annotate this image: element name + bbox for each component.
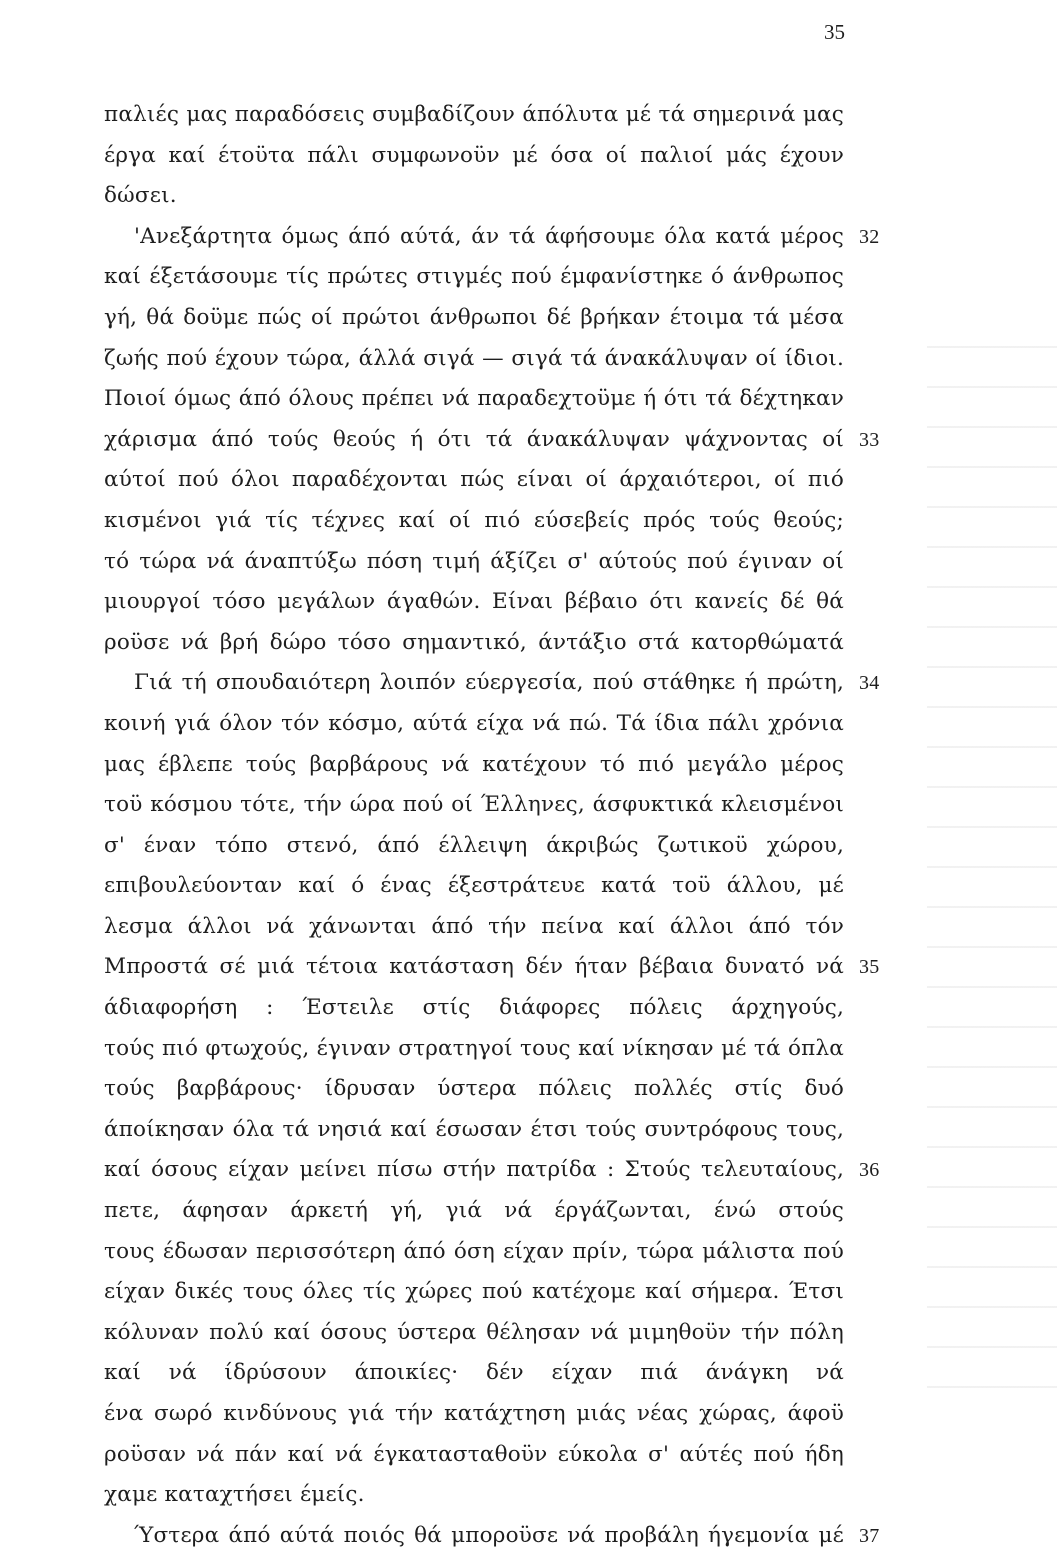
text-line: [104, 1232, 844, 1273]
text-line: [104, 420, 880, 461]
text-line: [104, 1516, 880, 1556]
line-text: λεσμα άλλοι νά χάνωνται άπό τήν πείνα καί άλλοι άπό τόν: [104, 913, 844, 939]
text-line: [104, 501, 844, 542]
text-line: [104, 947, 880, 988]
text-line: [104, 298, 844, 339]
section-number: 37: [859, 1524, 880, 1547]
text-line: [104, 1029, 844, 1070]
text-line: [104, 1435, 844, 1476]
text-line: [104, 1394, 844, 1435]
line-text: άδιαφορήση : Έστειλε στίς διάφορες πόλεις άρχηγούς,: [104, 995, 844, 1021]
text-line: [104, 339, 844, 380]
text-line: [104, 785, 844, 826]
text-line: [104, 704, 844, 745]
line-text: κισμένοι γιά τίς τέχνες καί οί πιό εύσεβείς πρός τούς θεούς;: [104, 507, 844, 533]
show-through-text: [927, 318, 1057, 1418]
line-text: χαμε καταχτήσει έμείς.: [104, 1482, 365, 1508]
line-text: δώσει.: [104, 183, 177, 209]
line-text: σ' έναν τόπο στενό, άπό έλλειψη άκριβώς ζωτικοϋ χώρου,: [104, 832, 844, 858]
line-text: επιβουλεύονταν καί ό ένας έξεστράτευε κατά τοϋ άλλου, μέ: [104, 873, 844, 899]
text-line: [104, 217, 880, 258]
text-line: [104, 1475, 844, 1516]
text-line: [104, 1110, 844, 1151]
text-line: [104, 1191, 844, 1232]
text-line: [104, 257, 844, 298]
text-line: [104, 866, 844, 907]
line-text: άποίκησαν όλα τά νησιά καί έσωσαν έτσι τούς συντρόφους τους,: [104, 1116, 844, 1142]
text-line: [104, 988, 844, 1029]
text-line: [104, 1069, 844, 1110]
line-text: κόλυναν πολύ καί όσους ύστερα θέλησαν νά μιμηθοϋν τήν πόλη: [104, 1319, 844, 1345]
section-number: 34: [859, 672, 880, 695]
text-line: [104, 663, 880, 704]
line-text: τό τώρα νά άναπτύξω πόση τιμή άξίζει σ' αύτούς πού έγιναν οί: [104, 548, 844, 574]
text-line: [104, 136, 844, 177]
text-line: [104, 907, 844, 948]
line-text: τούς πιό φτωχούς, έγιναν στρατηγοί τους καί νίκησαν μέ τά όπλα: [104, 1035, 844, 1061]
line-text: καί όσους είχαν μείνει πίσω στήν πατρίδα : Στούς τελευταίους,: [104, 1157, 844, 1183]
line-text: αύτοί πού όλοι παραδέχονται πώς είναι οί άρχαιότεροι, οί πιό: [104, 467, 844, 493]
text-line: [104, 745, 844, 786]
line-text: Ποιοί όμως άπό όλους πρέπει νά παραδεχτοϋμε ή ότι τά δέχτηκαν: [104, 386, 844, 412]
line-text: τοϋ κόσμου τότε, τήν ώρα πού οί Έλληνες, άσφυκτικά κλεισμένοι: [104, 792, 844, 818]
line-text: ζωής πού έχουν τώρα, άλλά σιγά — σιγά τά άνακάλυψαν οί ίδιοι.: [104, 345, 844, 371]
text-line: [104, 379, 844, 420]
line-text: κοινή γιά όλον τόν κόσμο, αύτά είχα νά πώ. Τά ίδια πάλι χρόνια: [104, 710, 844, 736]
body-text: [104, 95, 880, 1556]
section-number: 36: [859, 1159, 880, 1182]
section-number: 35: [859, 956, 880, 979]
line-text: ροϋσε νά βρή δώρο τόσο σημαντικό, άντάξιο στά κατορθώματά: [104, 629, 844, 655]
text-line: [104, 95, 844, 136]
line-text: καί νά ίδρύσουν άποικίες· δέν είχαν πιά άνάγκη νά: [104, 1360, 844, 1386]
text-line: [104, 176, 844, 217]
text-line: [104, 1313, 844, 1354]
line-text: είχαν δικές τους όλες τίς χώρες πού κατέχομε καί σήμερα. Έτσι: [104, 1279, 844, 1305]
line-text: παλιές μας παραδόσεις συμβαδίζουν άπόλυτα μέ τά σημερινά μας: [104, 102, 844, 127]
line-text: μιουργοί τόσο μεγάλων άγαθών. Είναι βέβαιο ότι κανείς δέ θά: [104, 589, 844, 615]
text-line: [104, 1150, 880, 1191]
text-line: [104, 582, 844, 623]
line-text: έργα καί έτοϋτα πάλι συμφωνοϋν μέ όσα οί παλιοί μάς έχουν: [104, 142, 844, 168]
line-text: ροϋσαν νά πάν καί νά έγκατασταθοϋν εύκολα σ' αύτές πού ήδη: [104, 1441, 844, 1467]
line-text: 'Ανεξάρτητα όμως άπό αύτά, άν τά άφήσουμε όλα κατά μέρος: [134, 223, 844, 249]
line-text: καί έξετάσουμε τίς πρώτες στιγμές πού έμφανίστηκε ό άνθρωπος: [104, 264, 844, 290]
line-text: τούς βαρβάρους· ίδρυσαν ύστερα πόλεις πολλές στίς δυό: [104, 1076, 844, 1102]
text-line: [104, 542, 844, 583]
line-text: χάρισμα άπό τούς θεούς ή ότι τά άνακάλυψαν ψάχνοντας οί: [104, 426, 844, 452]
line-text: ένα σωρό κινδύνους γιά τήν κατάχτηση μιάς νέας χώρας, άφοϋ: [104, 1401, 844, 1426]
line-text: μας έβλεπε τούς βαρβάρους νά κατέχουν τό πιό μεγάλο μέρος: [104, 751, 844, 777]
line-text: Μπροστά σέ μιά τέτοια κατάσταση δέν ήταν βέβαια δυνατό νά: [104, 954, 844, 980]
line-text: Ύστερα άπό αύτά ποιός θά μποροϋσε νά προβάλη ήγεμονία μέ: [134, 1522, 844, 1548]
text-line: [104, 826, 844, 867]
line-text: τους έδωσαν περισσότερη άπό όση είχαν πρίν, τώρα μάλιστα πού: [104, 1238, 844, 1264]
section-number: 33: [859, 428, 880, 451]
line-text: πετε, άφησαν άρκετή γή, γιά νά έργάζωνται, ένώ στούς: [104, 1198, 844, 1224]
text-line: [104, 623, 844, 664]
line-text: γή, θά δοϋμε πώς οί πρώτοι άνθρωποι δέ βρήκαν έτοιμα τά μέσα: [104, 304, 844, 330]
text-line: [104, 1353, 844, 1394]
line-text: Γιά τή σπουδαιότερη λοιπόν εύεργεσία, πού στάθηκε ή πρώτη,: [134, 670, 844, 696]
section-number: 32: [859, 225, 880, 248]
text-line: [104, 1272, 844, 1313]
text-line: [104, 460, 844, 501]
page-number: 35: [824, 20, 845, 44]
